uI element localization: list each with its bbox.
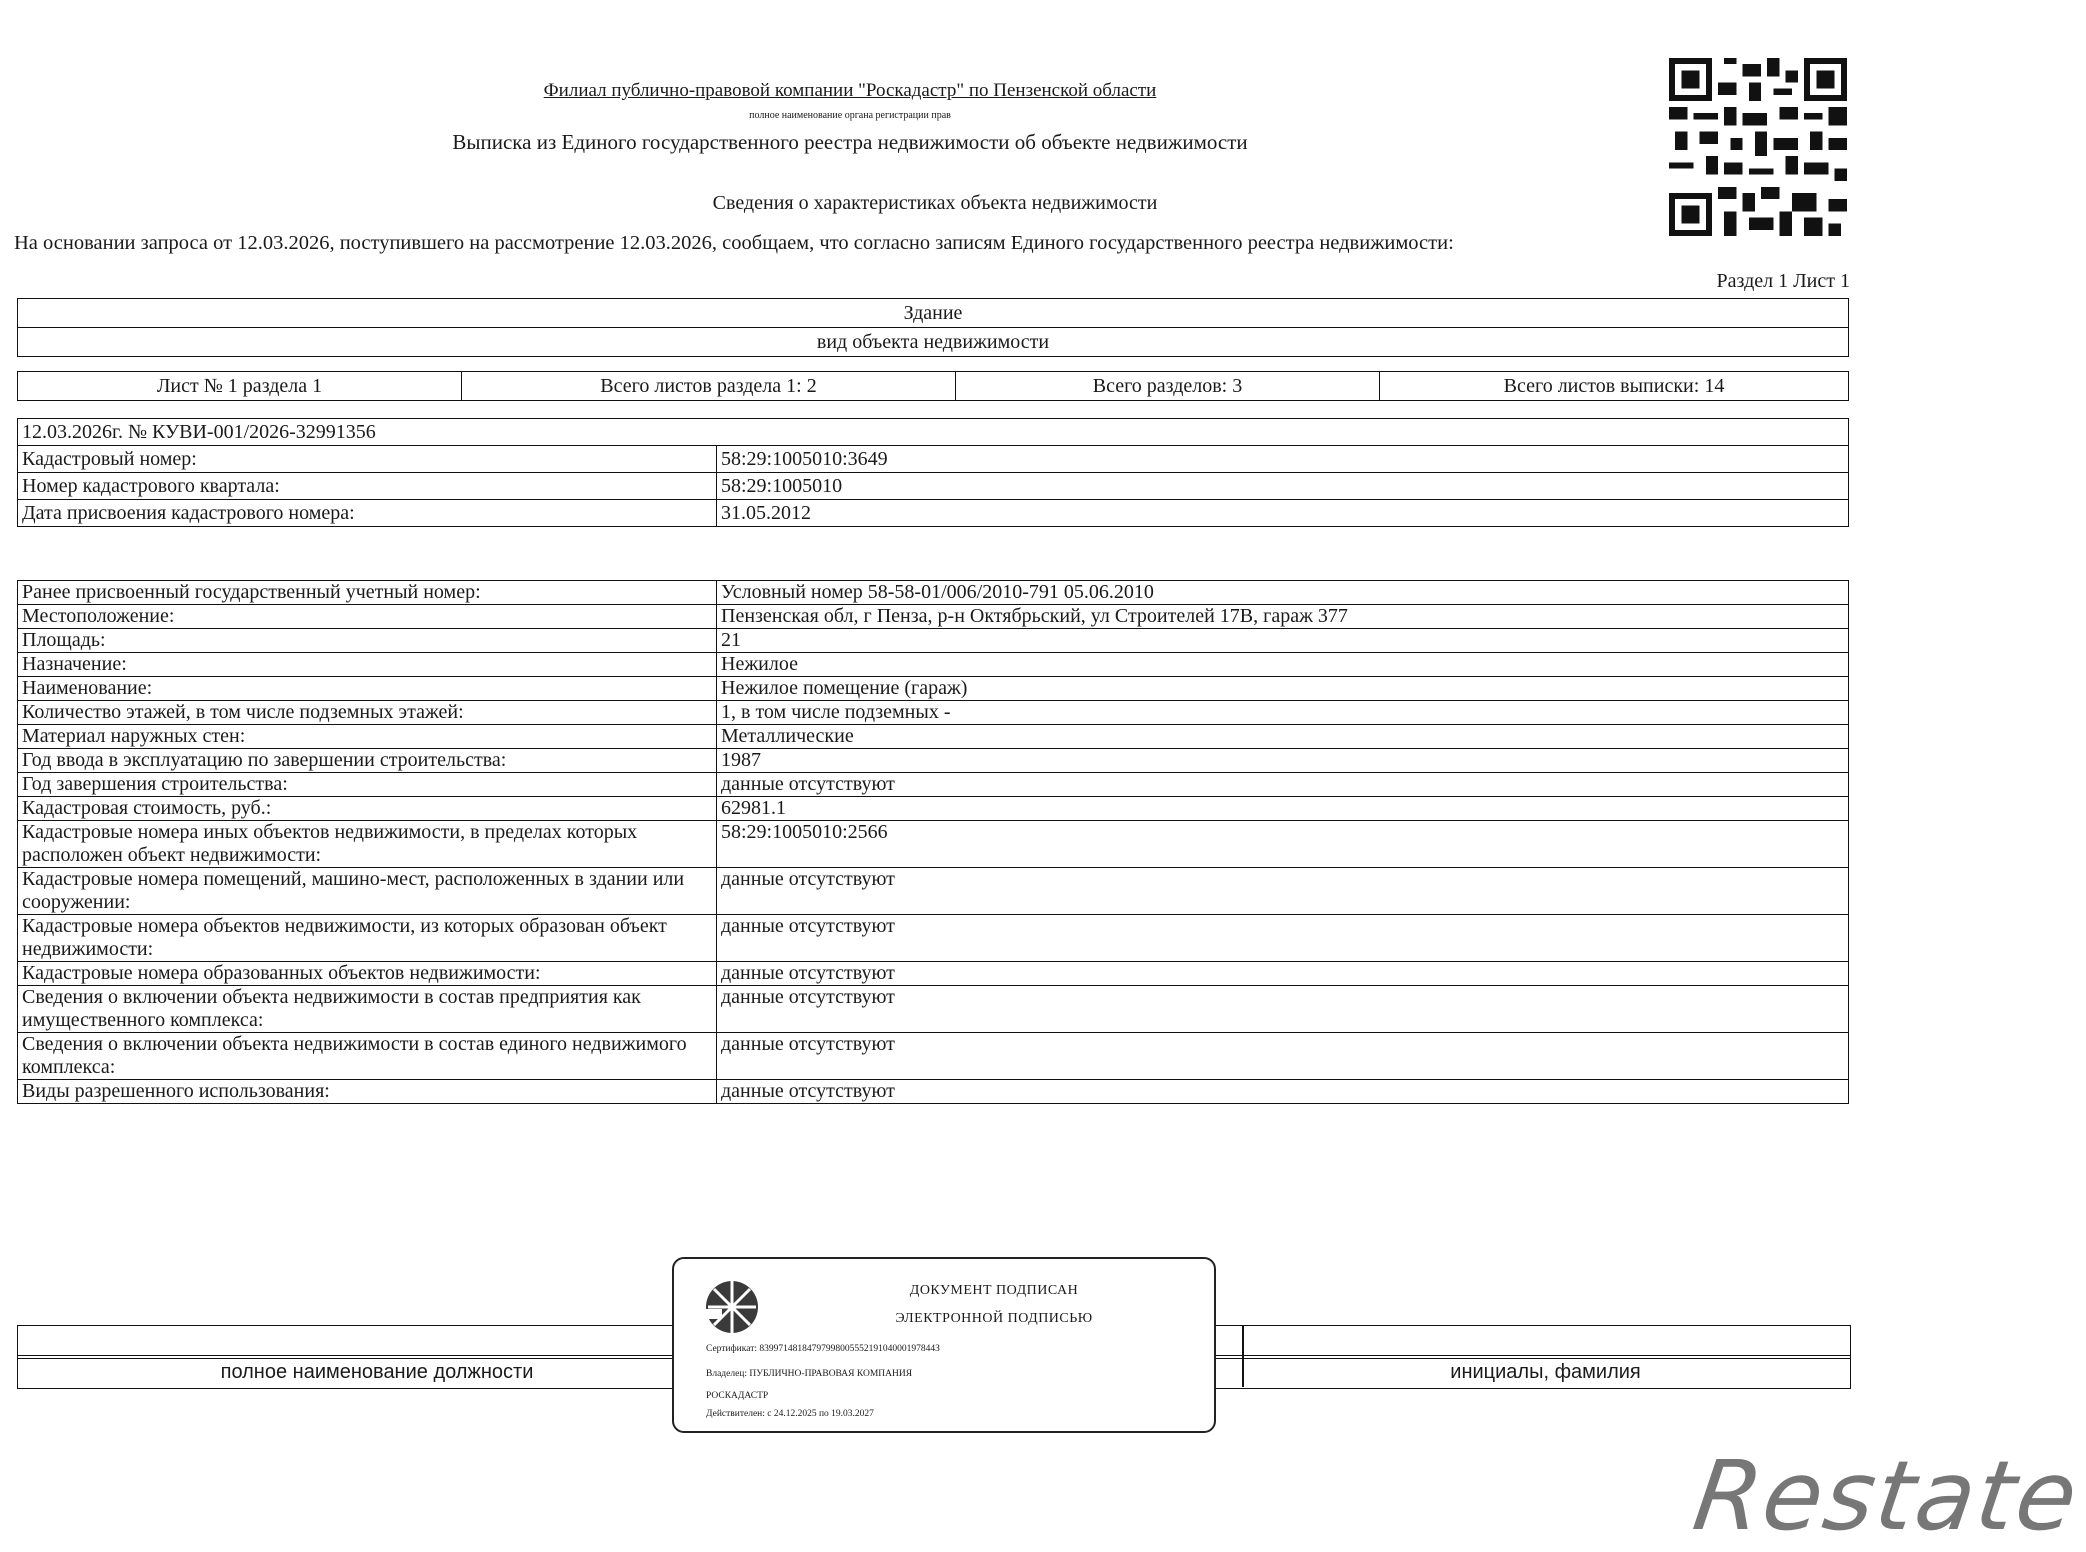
table-row-value: данные отсутствуют	[717, 1080, 1849, 1104]
section-sheet-label: Раздел 1 Лист 1	[1716, 270, 1850, 292]
stamp-validity: Действителен: с 24.12.2025 по 19.03.2027	[706, 1409, 874, 1419]
table-row-value: 1, в том числе подземных -	[717, 701, 1849, 725]
sheet-info-table	[17, 371, 1849, 401]
table-row-label: Год ввода в эксплуатацию по завершении строительства:	[18, 749, 717, 773]
table-row-label: Материал наружных стен:	[18, 725, 717, 749]
doc-title: Выписка из Единого государственного реестра недвижимости об объекте недвижимости	[452, 130, 1248, 154]
object-kind-table	[17, 298, 1849, 357]
table-row-label: Год завершения строительства:	[18, 773, 717, 797]
doc-subtitle: Сведения о характеристиках объекта недвижимости	[712, 192, 1158, 214]
table-row-value: данные отсутствуют	[717, 962, 1849, 986]
table-row-label: Кадастровые номера объектов недвижимости, из которых образован объект недвижимости:	[18, 915, 717, 962]
initials-label: инициалы, фамилия	[1450, 1361, 1641, 1383]
total-sections-cell: Всего разделов: 3	[956, 372, 1380, 401]
extract-head-table	[17, 418, 1849, 527]
table-row-label: Кадастровые номера помещений, машино-мест, расположенных в здании или сооружении:	[18, 868, 717, 915]
object-kind-caption: вид объекта недвижимости	[18, 328, 1849, 357]
table-row-value: Металлические	[717, 725, 1849, 749]
qr-code-icon	[1667, 58, 1849, 236]
org-caption: полное наименование органа регистрации прав	[749, 110, 951, 121]
table-row-value: 21	[717, 629, 1849, 653]
stamp-owner: Владелец: ПУБЛИЧНО-ПРАВОВАЯ КОМПАНИЯ	[706, 1369, 913, 1379]
org-name: Филиал публично-правовой компании "Роскадастр" по Пензенской области	[543, 80, 1157, 101]
table-row-value: Нежилое	[717, 653, 1849, 677]
sheet-number-cell: Лист № 1 раздела 1	[18, 372, 462, 401]
stamp-certificate: Сертификат: 8399714818479799800555219104000197844З	[706, 1344, 940, 1354]
table-row-label: Площадь:	[18, 629, 717, 653]
table-row-value: 62981.1	[717, 797, 1849, 821]
table-row-label: Кадастровый номер:	[18, 446, 717, 473]
table-row-value: 58:29:1005010:2566	[717, 821, 1849, 868]
table-row-value: Условный номер 58-58-01/006/2010-791 05.06.2010	[717, 581, 1849, 605]
table-row-label: Виды разрешенного использования:	[18, 1080, 717, 1104]
table-row-label: Кадастровые номера иных объектов недвижимости, в пределах которых расположен объект недвижимости:	[18, 821, 717, 868]
table-row-value: Нежилое помещение (гараж)	[717, 677, 1849, 701]
table-row-label: Наименование:	[18, 677, 717, 701]
intro-text: На основании запроса от 12.03.2026, поступившего на рассмотрение 12.03.2026, сообщаем, что согласно записям Единого государственного реестра недвижимости:	[14, 232, 1454, 254]
table-row-value: 58:29:1005010:3649	[717, 446, 1849, 473]
table-row-value: данные отсутствуют	[717, 773, 1849, 797]
table-row-label: Номер кадастрового квартала:	[18, 473, 717, 500]
table-row-value: 31.05.2012	[717, 500, 1849, 527]
table-row-label: Назначение:	[18, 653, 717, 677]
table-row-label: Дата присвоения кадастрового номера:	[18, 500, 717, 527]
section-sheets-cell: Всего листов раздела 1: 2	[462, 372, 956, 401]
position-label: полное наименование должности	[220, 1361, 534, 1383]
total-sheets-cell: Всего листов выписки: 14	[1380, 372, 1849, 401]
table-row-value: данные отсутствуют	[717, 1033, 1849, 1080]
roskadastr-logo-icon	[704, 1277, 760, 1337]
stamp-title: ДОКУМЕНТ ПОДПИСАН	[909, 1283, 1079, 1298]
restate-watermark: Restate	[1687, 1440, 2086, 1552]
properties-table	[17, 580, 1849, 1104]
table-row-label: Сведения о включении объекта недвижимости в состав предприятия как имущественного комплекса:	[18, 986, 717, 1033]
object-kind-value: Здание	[18, 299, 1849, 328]
table-row-label: Сведения о включении объекта недвижимости в состав единого недвижимого комплекса:	[18, 1033, 717, 1080]
stamp-subtitle: ЭЛЕКТРОННОЙ ПОДПИСЬЮ	[895, 1311, 1093, 1326]
table-row-value: данные отсутствуют	[717, 868, 1849, 915]
table-row-value: данные отсутствуют	[717, 915, 1849, 962]
table-row-value: 1987	[717, 749, 1849, 773]
table-row-value: 58:29:1005010	[717, 473, 1849, 500]
stamp-owner-name: РОСКАДАСТР	[706, 1391, 769, 1401]
table-row-label: Ранее присвоенный государственный учетный номер:	[18, 581, 717, 605]
e-signature-stamp	[672, 1257, 1216, 1433]
table-row-label: Кадастровая стоимость, руб.:	[18, 797, 717, 821]
table-row-value: Пензенская обл, г Пенза, р-н Октябрьский, ул Строителей 17В, гараж 377	[717, 605, 1849, 629]
table-row-label: Количество этажей, в том числе подземных этажей:	[18, 701, 717, 725]
extract-number: 12.03.2026г. № КУВИ-001/2026-32991356	[18, 419, 1849, 446]
table-row-label: Кадастровые номера образованных объектов недвижимости:	[18, 962, 717, 986]
table-row-value: данные отсутствуют	[717, 986, 1849, 1033]
table-row-label: Местоположение:	[18, 605, 717, 629]
